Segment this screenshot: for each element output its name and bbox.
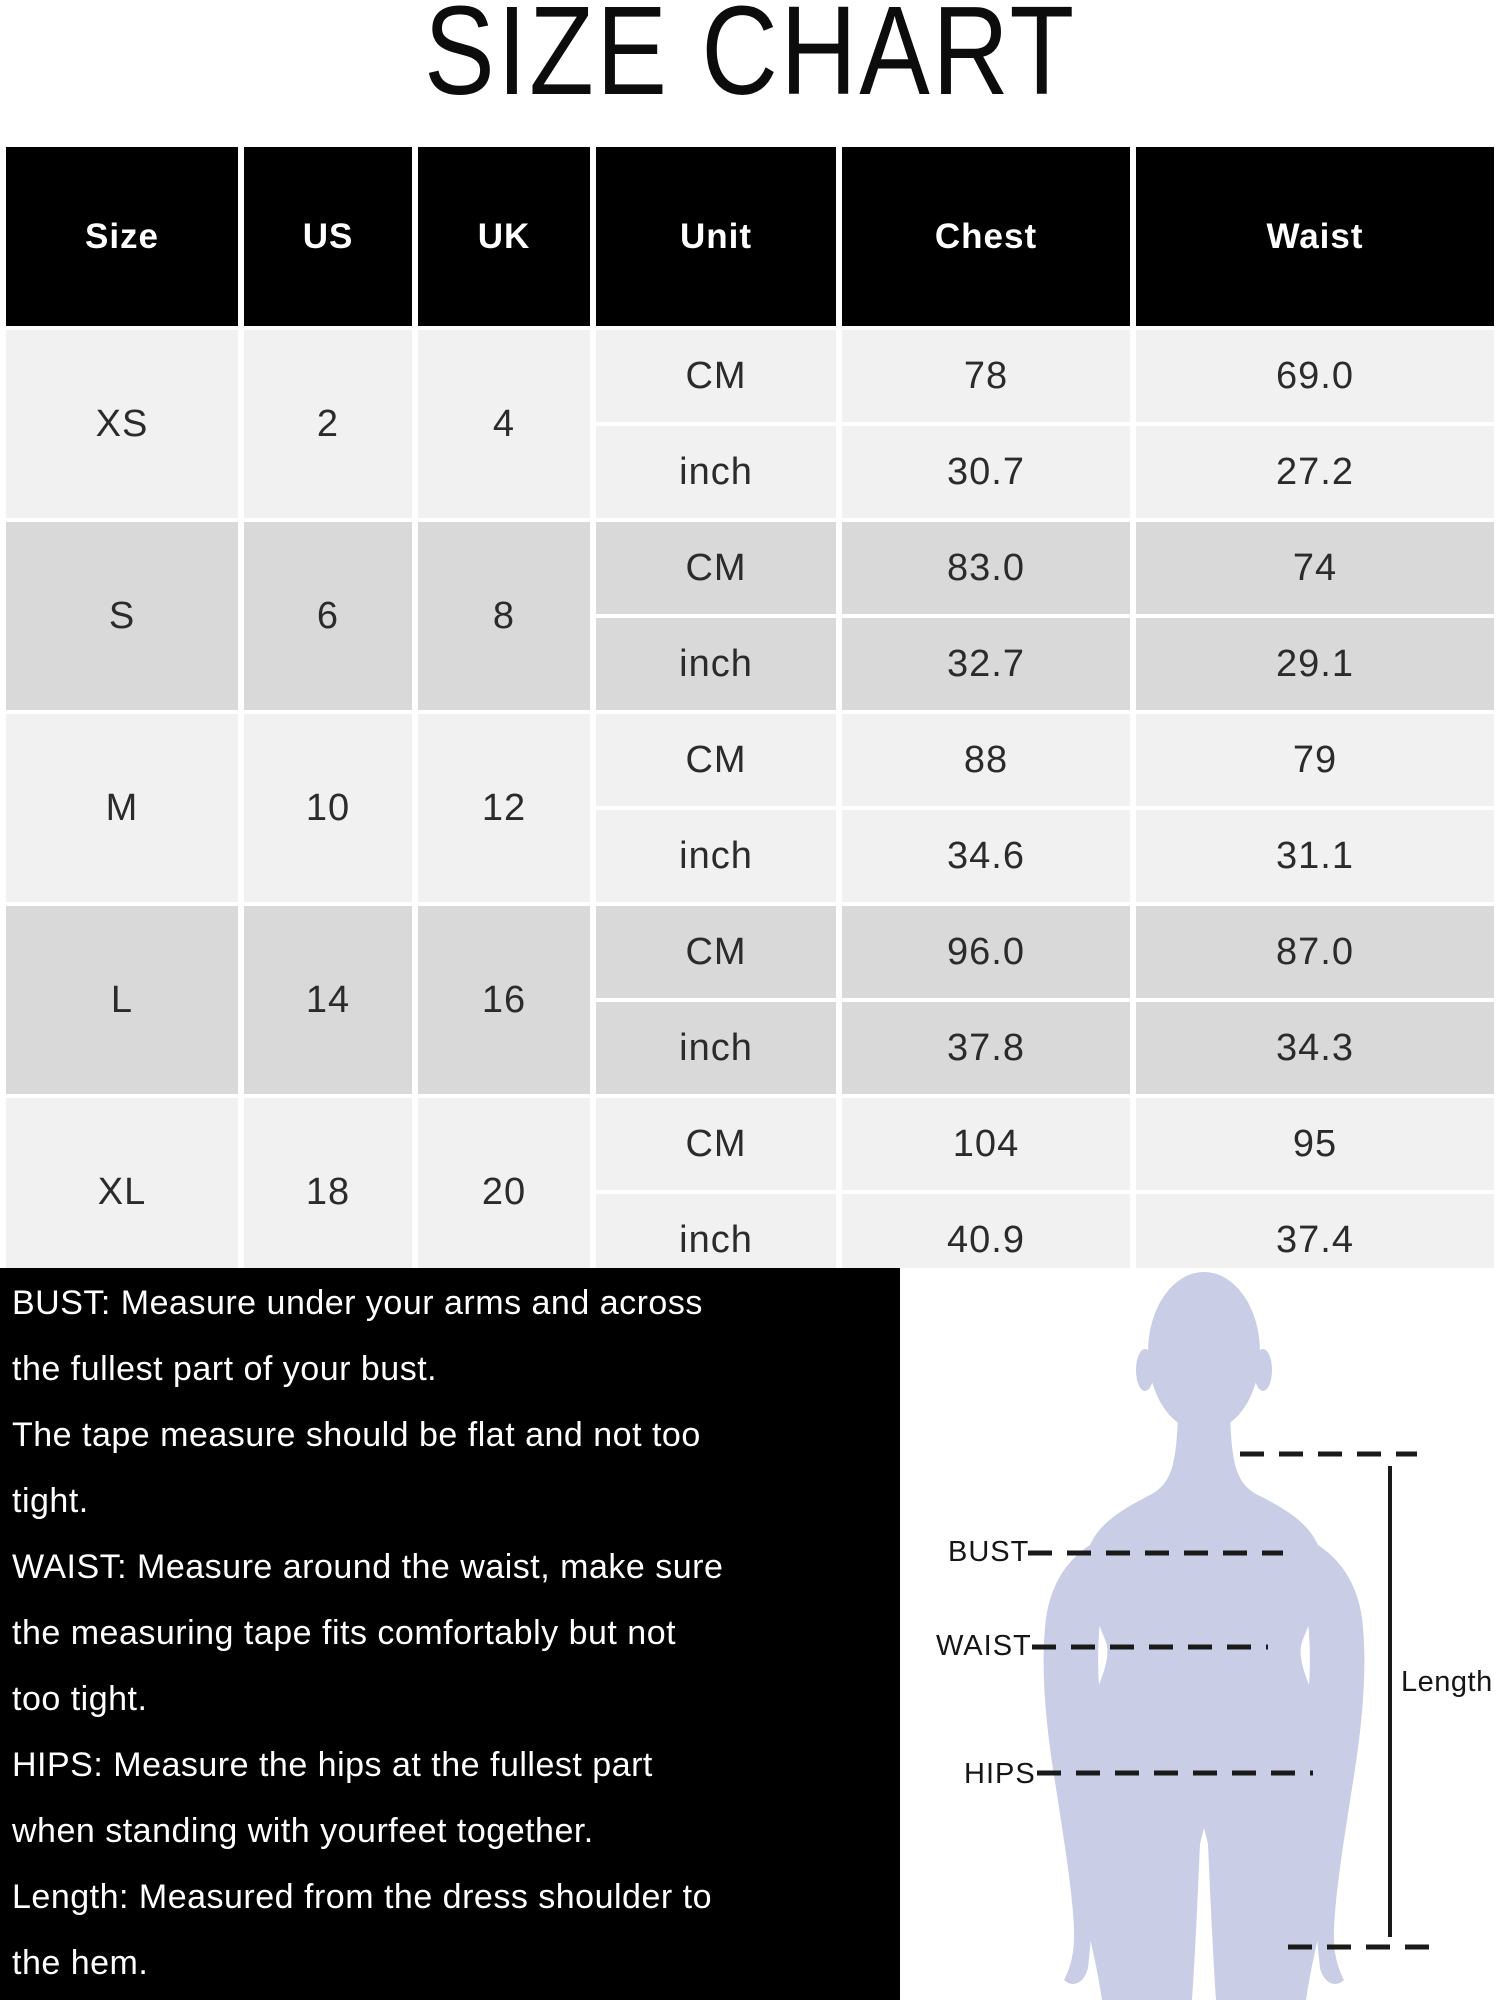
waist-value: 74	[1136, 522, 1494, 614]
chest-value: 34.6	[842, 810, 1130, 902]
col-header-size: Size	[6, 147, 238, 326]
size-label: XS	[6, 330, 238, 518]
col-header-us: US	[244, 147, 412, 326]
col-header-chest: Chest	[842, 147, 1130, 326]
instruction-line: The tape measure should be flat and not too	[12, 1416, 701, 1454]
us-value: 18	[244, 1098, 412, 1286]
table-row	[6, 330, 1494, 422]
chest-value: 83.0	[842, 522, 1130, 614]
page-title: SIZE CHART	[423, 0, 1077, 121]
waist-label: WAIST	[936, 1630, 1032, 1662]
unit-label: inch	[596, 618, 836, 710]
instruction-line: the measuring tape fits comfortably but not	[12, 1614, 677, 1652]
instruction-line: the hem.	[12, 1944, 149, 1982]
waist-value: 34.3	[1136, 1002, 1494, 1094]
waist-value: 87.0	[1136, 906, 1494, 998]
us-value: 2	[244, 330, 412, 518]
us-value: 14	[244, 906, 412, 1094]
unit-label: CM	[596, 714, 836, 806]
waist-value: 31.1	[1136, 810, 1494, 902]
table-row	[6, 906, 1494, 998]
instruction-line: when standing with yourfeet together.	[12, 1812, 594, 1850]
table-header-row	[6, 147, 1494, 326]
size-table	[0, 143, 1500, 1290]
waist-value: 29.1	[1136, 618, 1494, 710]
unit-label: inch	[596, 426, 836, 518]
uk-value: 4	[418, 330, 590, 518]
uk-value: 16	[418, 906, 590, 1094]
instruction-line: HIPS: Measure the hips at the fullest part	[12, 1746, 653, 1784]
col-header-unit: Unit	[596, 147, 836, 326]
instruction-line: Length: Measured from the dress shoulder to	[12, 1878, 712, 1916]
bust-label: BUST	[948, 1536, 1030, 1568]
measurement-instructions-panel	[0, 1268, 900, 2000]
uk-value: 12	[418, 714, 590, 902]
unit-label: inch	[596, 810, 836, 902]
unit-label: inch	[596, 1002, 836, 1094]
instruction-line: WAIST: Measure around the waist, make sure	[12, 1548, 724, 1586]
unit-label: CM	[596, 906, 836, 998]
us-value: 10	[244, 714, 412, 902]
silhouette-ear-left	[1136, 1349, 1154, 1391]
unit-label: CM	[596, 330, 836, 422]
uk-value: 20	[418, 1098, 590, 1286]
unit-label: CM	[596, 1098, 836, 1190]
size-label: L	[6, 906, 238, 1094]
hips-label: HIPS	[964, 1758, 1036, 1790]
table-row	[6, 522, 1494, 614]
chest-value: 32.7	[842, 618, 1130, 710]
waist-value: 27.2	[1136, 426, 1494, 518]
size-label: S	[6, 522, 238, 710]
silhouette-ear-right	[1254, 1349, 1272, 1391]
chest-value: 88	[842, 714, 1130, 806]
silhouette-torso-legs	[1066, 1416, 1342, 2000]
size-label: M	[6, 714, 238, 902]
chest-value: 30.7	[842, 426, 1130, 518]
col-header-waist: Waist	[1136, 147, 1494, 326]
uk-value: 8	[418, 522, 590, 710]
chest-value: 37.8	[842, 1002, 1130, 1094]
table-row	[6, 1098, 1494, 1190]
chest-value: 104	[842, 1098, 1130, 1190]
chest-value: 96.0	[842, 906, 1130, 998]
col-header-uk: UK	[418, 147, 590, 326]
length-label: Length	[1401, 1666, 1493, 1698]
waist-value: 79	[1136, 714, 1494, 806]
instruction-line: tight.	[12, 1482, 89, 1520]
instruction-line: the fullest part of your bust.	[12, 1350, 438, 1388]
chest-value: 78	[842, 330, 1130, 422]
table-row	[6, 714, 1494, 806]
size-label: XL	[6, 1098, 238, 1286]
waist-value: 69.0	[1136, 330, 1494, 422]
silhouette-head	[1148, 1272, 1260, 1432]
instruction-line: BUST: Measure under your arms and across	[12, 1284, 703, 1322]
unit-label: CM	[596, 522, 836, 614]
body-measurement-diagram	[900, 1268, 1500, 2000]
chest-value: 40.9	[842, 1194, 1130, 1286]
us-value: 6	[244, 522, 412, 710]
unit-label: inch	[596, 1194, 836, 1286]
waist-value: 95	[1136, 1098, 1494, 1190]
waist-value: 37.4	[1136, 1194, 1494, 1286]
instruction-line: too tight.	[12, 1680, 148, 1718]
